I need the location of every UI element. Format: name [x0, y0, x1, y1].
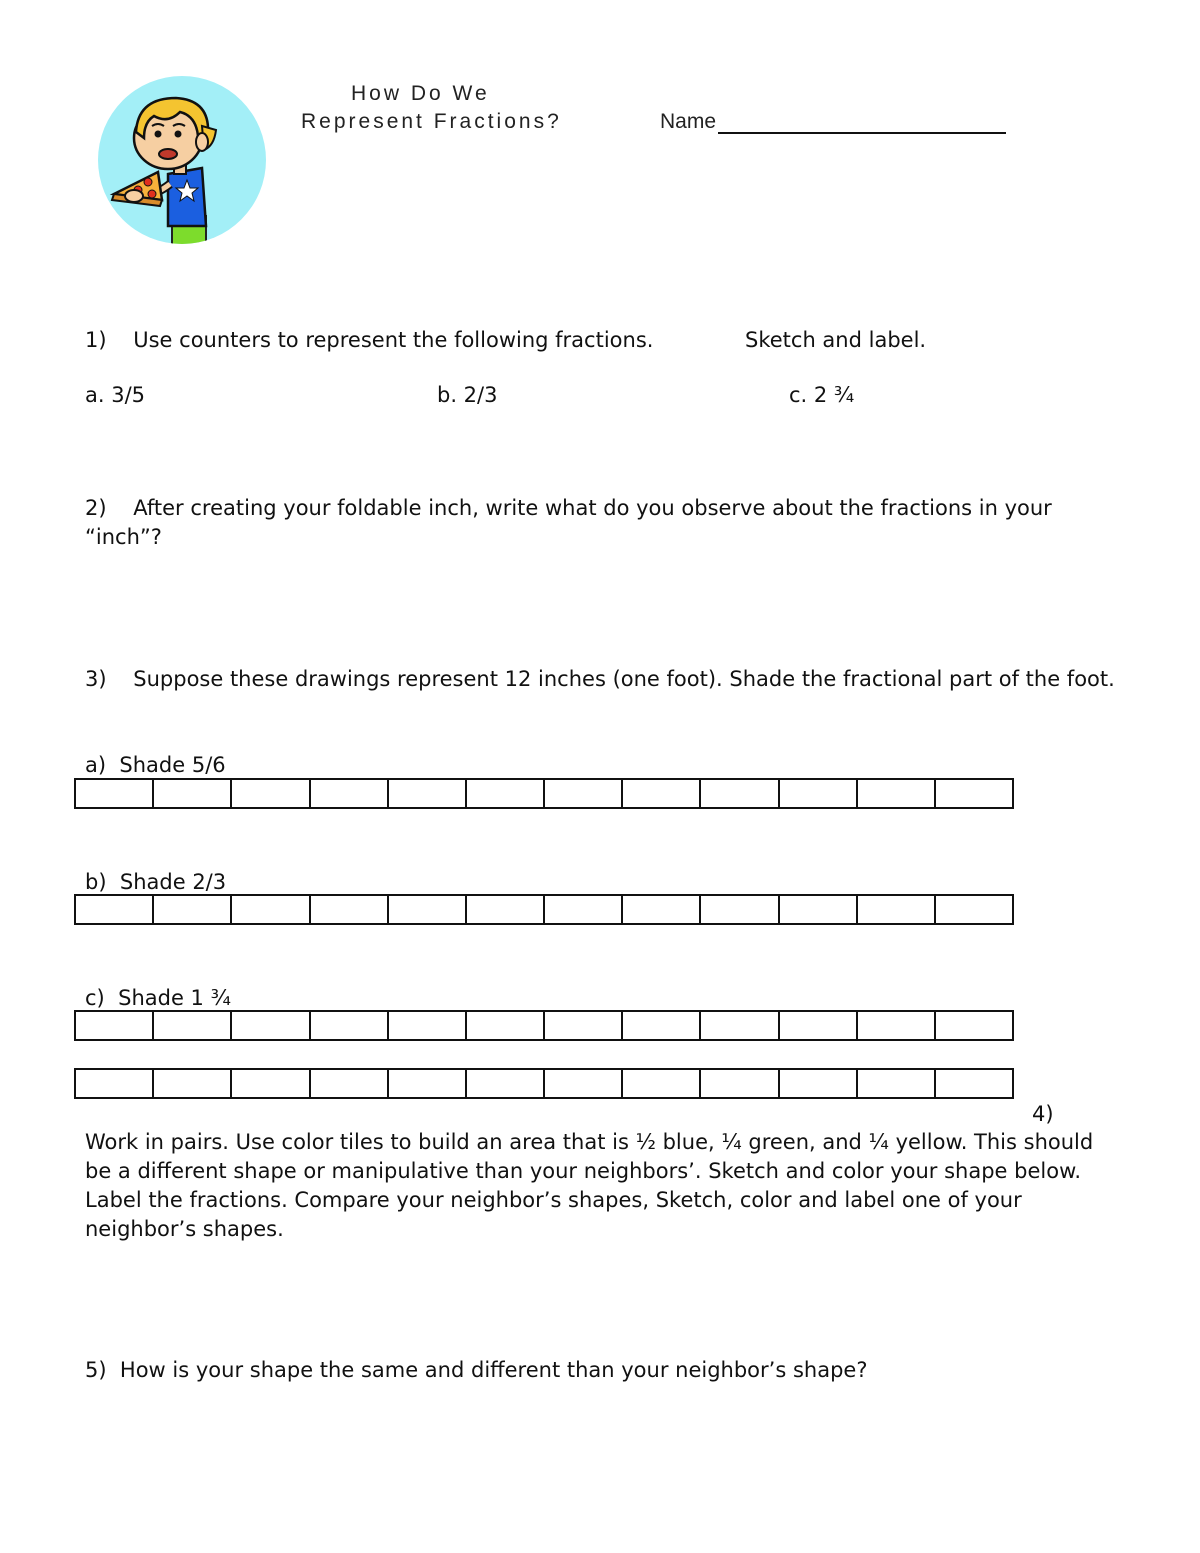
worksheet-title-line-1: How Do We [351, 82, 490, 105]
question-3-text: Suppose these drawings represent 12 inches (one foot). Shade the fractional part of the foot. [133, 667, 1115, 691]
inch-cell[interactable] [152, 1010, 230, 1041]
inch-cell[interactable] [387, 1010, 465, 1041]
question-2-text: After creating your foldable inch, write what do you observe about the fractions in your “inch”? [85, 496, 1052, 549]
inch-cell[interactable] [230, 1010, 308, 1041]
question-1-instruction: Sketch and label. [745, 328, 927, 352]
inch-cell[interactable] [465, 778, 543, 809]
foot-strip-b[interactable] [74, 894, 1014, 925]
inch-cell[interactable] [543, 1010, 621, 1041]
question-1-part-c: c. 2 ¾ [789, 383, 855, 407]
inch-cell[interactable] [699, 778, 777, 809]
question-2-number: 2) [85, 496, 107, 520]
name-label: Name [660, 110, 717, 133]
inch-cell[interactable] [778, 1068, 856, 1099]
inch-cell[interactable] [309, 778, 387, 809]
name-blank-line[interactable] [718, 110, 1006, 134]
inch-cell[interactable] [934, 1010, 1014, 1041]
question-3a-letter: a) [85, 753, 107, 777]
question-3b-letter: b) [85, 870, 107, 894]
question-3-number: 3) [85, 667, 107, 691]
question-4-number: 4) [1032, 1102, 1054, 1126]
foot-strip-a[interactable] [74, 778, 1014, 809]
inch-cell[interactable] [934, 894, 1014, 925]
inch-cell[interactable] [543, 894, 621, 925]
question-1-part-b: b. 2/3 [437, 383, 498, 407]
inch-cell[interactable] [621, 1068, 699, 1099]
inch-cell[interactable] [309, 1068, 387, 1099]
inch-cell[interactable] [934, 778, 1014, 809]
question-3c-label [85, 984, 231, 1013]
child-pizza-illustration [98, 76, 268, 246]
inch-cell[interactable] [152, 894, 230, 925]
name-field[interactable] [660, 110, 1006, 134]
inch-cell[interactable] [856, 894, 934, 925]
inch-cell[interactable] [309, 894, 387, 925]
inch-cell[interactable] [309, 1010, 387, 1041]
inch-cell[interactable] [465, 1010, 543, 1041]
inch-cell[interactable] [856, 778, 934, 809]
inch-cell[interactable] [856, 1010, 934, 1041]
question-4-text: Work in pairs. Use color tiles to build an area that is ½ blue, ¼ green, and ¼ yellow. This should be a different shape or manipulative than your neighbors’. Sketch and color your shape below. Label the fractions. Compare your neighbor’s shapes, Sketch, color and label one of your neighbor’s shapes. [85, 1130, 1094, 1241]
inch-cell[interactable] [778, 778, 856, 809]
question-3a-label [85, 751, 226, 780]
inch-cell[interactable] [74, 1068, 152, 1099]
question-3 [85, 665, 1115, 694]
inch-cell[interactable] [699, 894, 777, 925]
inch-cell[interactable] [152, 778, 230, 809]
inch-cell[interactable] [621, 778, 699, 809]
question-3b-text: Shade 2/3 [119, 870, 227, 894]
question-5-number: 5) [85, 1358, 107, 1382]
question-3c-letter: c) [85, 986, 105, 1010]
inch-cell[interactable] [74, 778, 152, 809]
inch-cell[interactable] [387, 778, 465, 809]
inch-cell[interactable] [230, 1068, 308, 1099]
inch-cell[interactable] [387, 894, 465, 925]
inch-cell[interactable] [856, 1068, 934, 1099]
inch-cell[interactable] [934, 1068, 1014, 1099]
foot-strip-c-1[interactable] [74, 1010, 1014, 1041]
inch-cell[interactable] [699, 1068, 777, 1099]
inch-cell[interactable] [74, 894, 152, 925]
inch-cell[interactable] [778, 1010, 856, 1041]
question-5-text: How is your shape the same and different than your neighbor’s shape? [119, 1358, 868, 1382]
inch-cell[interactable] [465, 1068, 543, 1099]
inch-cell[interactable] [621, 894, 699, 925]
inch-cell[interactable] [152, 1068, 230, 1099]
question-2 [85, 494, 1115, 552]
inch-cell[interactable] [543, 1068, 621, 1099]
inch-cell[interactable] [543, 778, 621, 809]
inch-cell[interactable] [465, 894, 543, 925]
question-3a-text: Shade 5/6 [119, 753, 226, 777]
inch-cell[interactable] [230, 778, 308, 809]
question-1-part-a: a. 3/5 [85, 383, 146, 407]
inch-cell[interactable] [699, 1010, 777, 1041]
foot-strip-c-2[interactable] [74, 1068, 1014, 1099]
inch-cell[interactable] [778, 894, 856, 925]
inch-cell[interactable] [621, 1010, 699, 1041]
question-3b-label [85, 868, 226, 897]
question-1 [85, 326, 653, 355]
question-5 [85, 1356, 867, 1385]
question-1-text: Use counters to represent the following fractions. [133, 328, 654, 352]
inch-cell[interactable] [387, 1068, 465, 1099]
question-1-number: 1) [85, 328, 107, 352]
worksheet-title-line-2: Represent Fractions? [301, 110, 562, 133]
inch-cell[interactable] [74, 1010, 152, 1041]
inch-cell[interactable] [230, 894, 308, 925]
question-3c-text: Shade 1 ¾ [118, 986, 231, 1010]
